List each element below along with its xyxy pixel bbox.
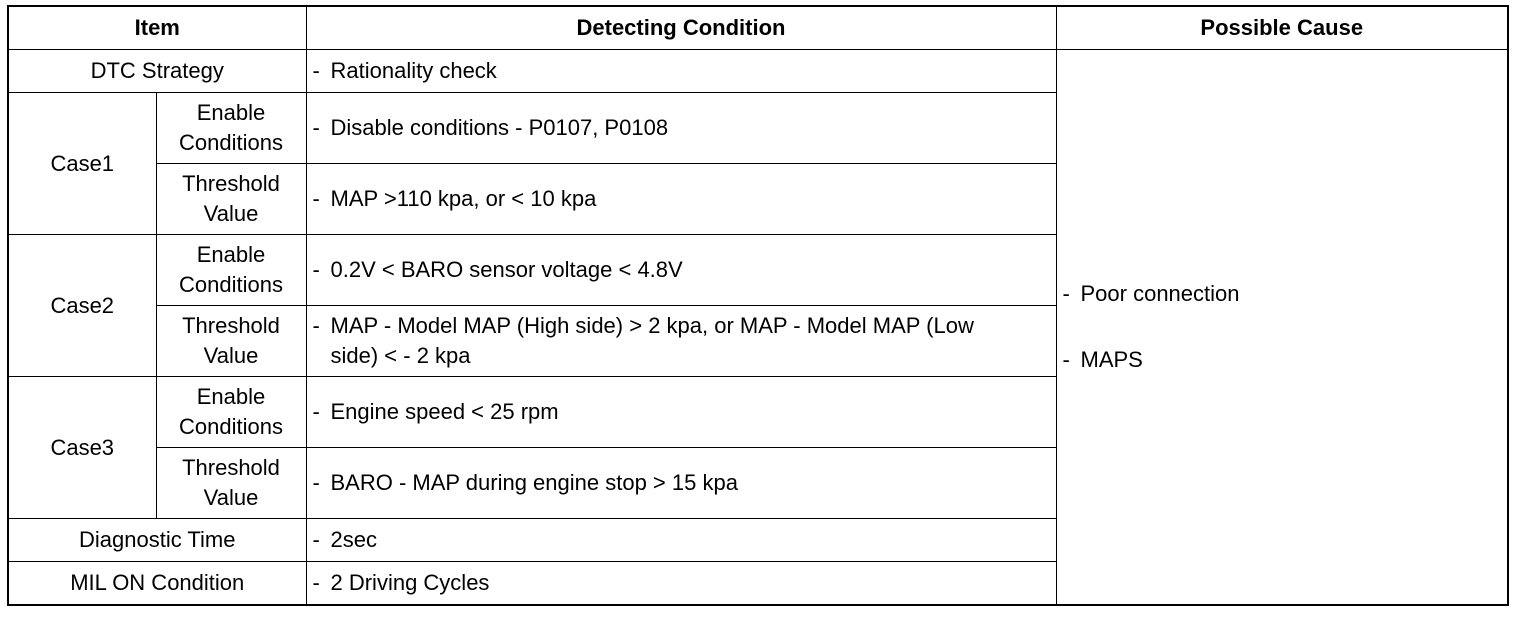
mil-on-condition-cell [306, 562, 1056, 605]
threshold-label-line1: Threshold [182, 455, 280, 480]
case1-threshold-condition-cell [306, 164, 1056, 235]
mil-on-condition: 2 Driving Cycles [330, 569, 490, 595]
bullet-dash: - [1062, 346, 1070, 372]
case2-threshold-condition-cell [306, 306, 1056, 377]
bullet-dash: - [312, 115, 320, 140]
case2-label: Case2 [8, 235, 156, 377]
case3-threshold-condition: BARO - MAP during engine stop > 15 kpa [330, 470, 738, 495]
case3-label: Case3 [8, 377, 156, 519]
cause-maps: MAPS [1080, 346, 1143, 372]
mil-on-label: MIL ON Condition [8, 562, 306, 605]
dtc-strategy-condition: Rationality check [330, 58, 497, 83]
bullet-dash: - [312, 569, 320, 595]
case3-enable-condition-cell [306, 377, 1056, 448]
threshold-label-line1: Threshold [182, 313, 280, 338]
case2-enable-condition-cell [306, 235, 1056, 306]
bullet-dash: - [312, 186, 320, 211]
enable-label-line2: Conditions [179, 414, 283, 439]
header-possible-cause: Possible Cause [1056, 6, 1508, 50]
row-dtc-strategy [8, 50, 1508, 93]
bullet-dash: - [312, 470, 320, 495]
diagnostic-time-label: Diagnostic Time [8, 519, 306, 562]
case1-enable-condition-cell [306, 93, 1056, 164]
enable-label-line1: Enable [196, 100, 266, 125]
header-detecting-condition: Detecting Condition [306, 6, 1056, 50]
case3-threshold-label [156, 448, 306, 519]
enable-label-line2: Conditions [179, 130, 283, 155]
cause-item [1063, 345, 1508, 375]
bullet-dash: - [312, 527, 320, 552]
threshold-label-line2: Value [203, 485, 259, 510]
enable-label-line1: Enable [196, 384, 266, 409]
case3-enable-label [156, 377, 306, 448]
header-item: Item [8, 6, 306, 50]
case1-enable-label [156, 93, 306, 164]
case2-threshold-label [156, 306, 306, 377]
enable-label-line2: Conditions [179, 272, 283, 297]
case2-threshold-condition: MAP - Model MAP (High side) > 2 kpa, or MAP - Model MAP (Low side) < - 2 kpa [330, 313, 974, 368]
bullet-dash: - [312, 257, 320, 282]
case1-label: Case1 [8, 93, 156, 235]
dtc-strategy-condition-cell [306, 50, 1056, 93]
threshold-label-line2: Value [203, 343, 259, 368]
bullet-dash: - [312, 58, 320, 83]
bullet-dash: - [1062, 280, 1070, 306]
diagnostic-time-condition: 2sec [330, 527, 377, 552]
case1-enable-condition: Disable conditions - P0107, P0108 [330, 115, 669, 140]
bullet-dash: - [312, 313, 320, 338]
cause-item [1063, 279, 1508, 309]
case3-enable-condition: Engine speed < 25 rpm [330, 399, 559, 424]
dtc-table-container [7, 5, 1509, 606]
bullet-dash: - [312, 399, 320, 424]
cause-poor-connection: Poor connection [1080, 280, 1240, 306]
dtc-table [7, 5, 1509, 606]
header-row [8, 6, 1508, 50]
case1-threshold-condition: MAP >110 kpa, or < 10 kpa [330, 186, 597, 211]
threshold-label-line2: Value [203, 201, 259, 226]
case2-enable-condition: 0.2V < BARO sensor voltage < 4.8V [330, 257, 683, 282]
case2-enable-label [156, 235, 306, 306]
possible-cause-cell [1056, 50, 1508, 605]
case1-threshold-label [156, 164, 306, 235]
enable-label-line1: Enable [196, 242, 266, 267]
diagnostic-time-condition-cell [306, 519, 1056, 562]
threshold-label-line1: Threshold [182, 171, 280, 196]
case3-threshold-condition-cell [306, 448, 1056, 519]
dtc-strategy-label: DTC Strategy [8, 50, 306, 93]
